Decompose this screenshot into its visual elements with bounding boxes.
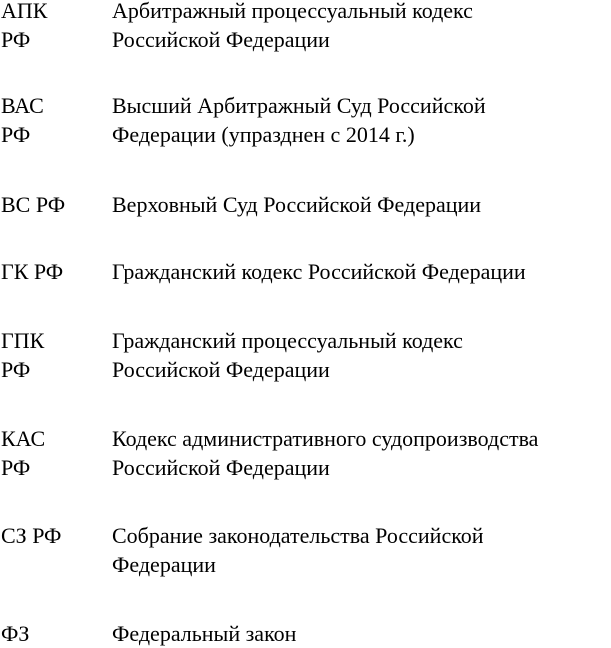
abbreviation-term: АПК РФ xyxy=(1,0,48,52)
abbreviation-definition: Высший Арбитражный Суд Российской Федерации (упразднен с 2014 г.) xyxy=(112,93,486,147)
abbreviation-definition: Кодекс административного судопроизводства Российской Федерации xyxy=(112,426,539,480)
abbreviation-definition: Верховный Суд Российской Федерации xyxy=(112,192,482,217)
abbreviation-definition: Собрание законодательства Российской Федерации xyxy=(112,523,484,577)
abbreviation-definition: Федеральный закон xyxy=(112,621,297,646)
abbreviation-definition: Гражданский кодекс Российской Федерации xyxy=(112,259,526,284)
abbreviation-term: СЗ РФ xyxy=(1,523,62,548)
abbreviation-term: ГК РФ xyxy=(1,259,64,284)
abbreviation-definition: Гражданский процессуальный кодекс Российской Федерации xyxy=(112,328,463,382)
abbreviation-term: ВС РФ xyxy=(1,192,66,217)
abbreviation-term: КАС РФ xyxy=(1,426,46,480)
abbreviation-definition: Арбитражный процессуальный кодекс Российской Федерации xyxy=(112,0,473,52)
abbreviation-term: ФЗ xyxy=(1,621,30,646)
abbreviation-term: ГПК РФ xyxy=(1,328,45,382)
abbreviation-term: ВАС РФ xyxy=(1,93,44,147)
